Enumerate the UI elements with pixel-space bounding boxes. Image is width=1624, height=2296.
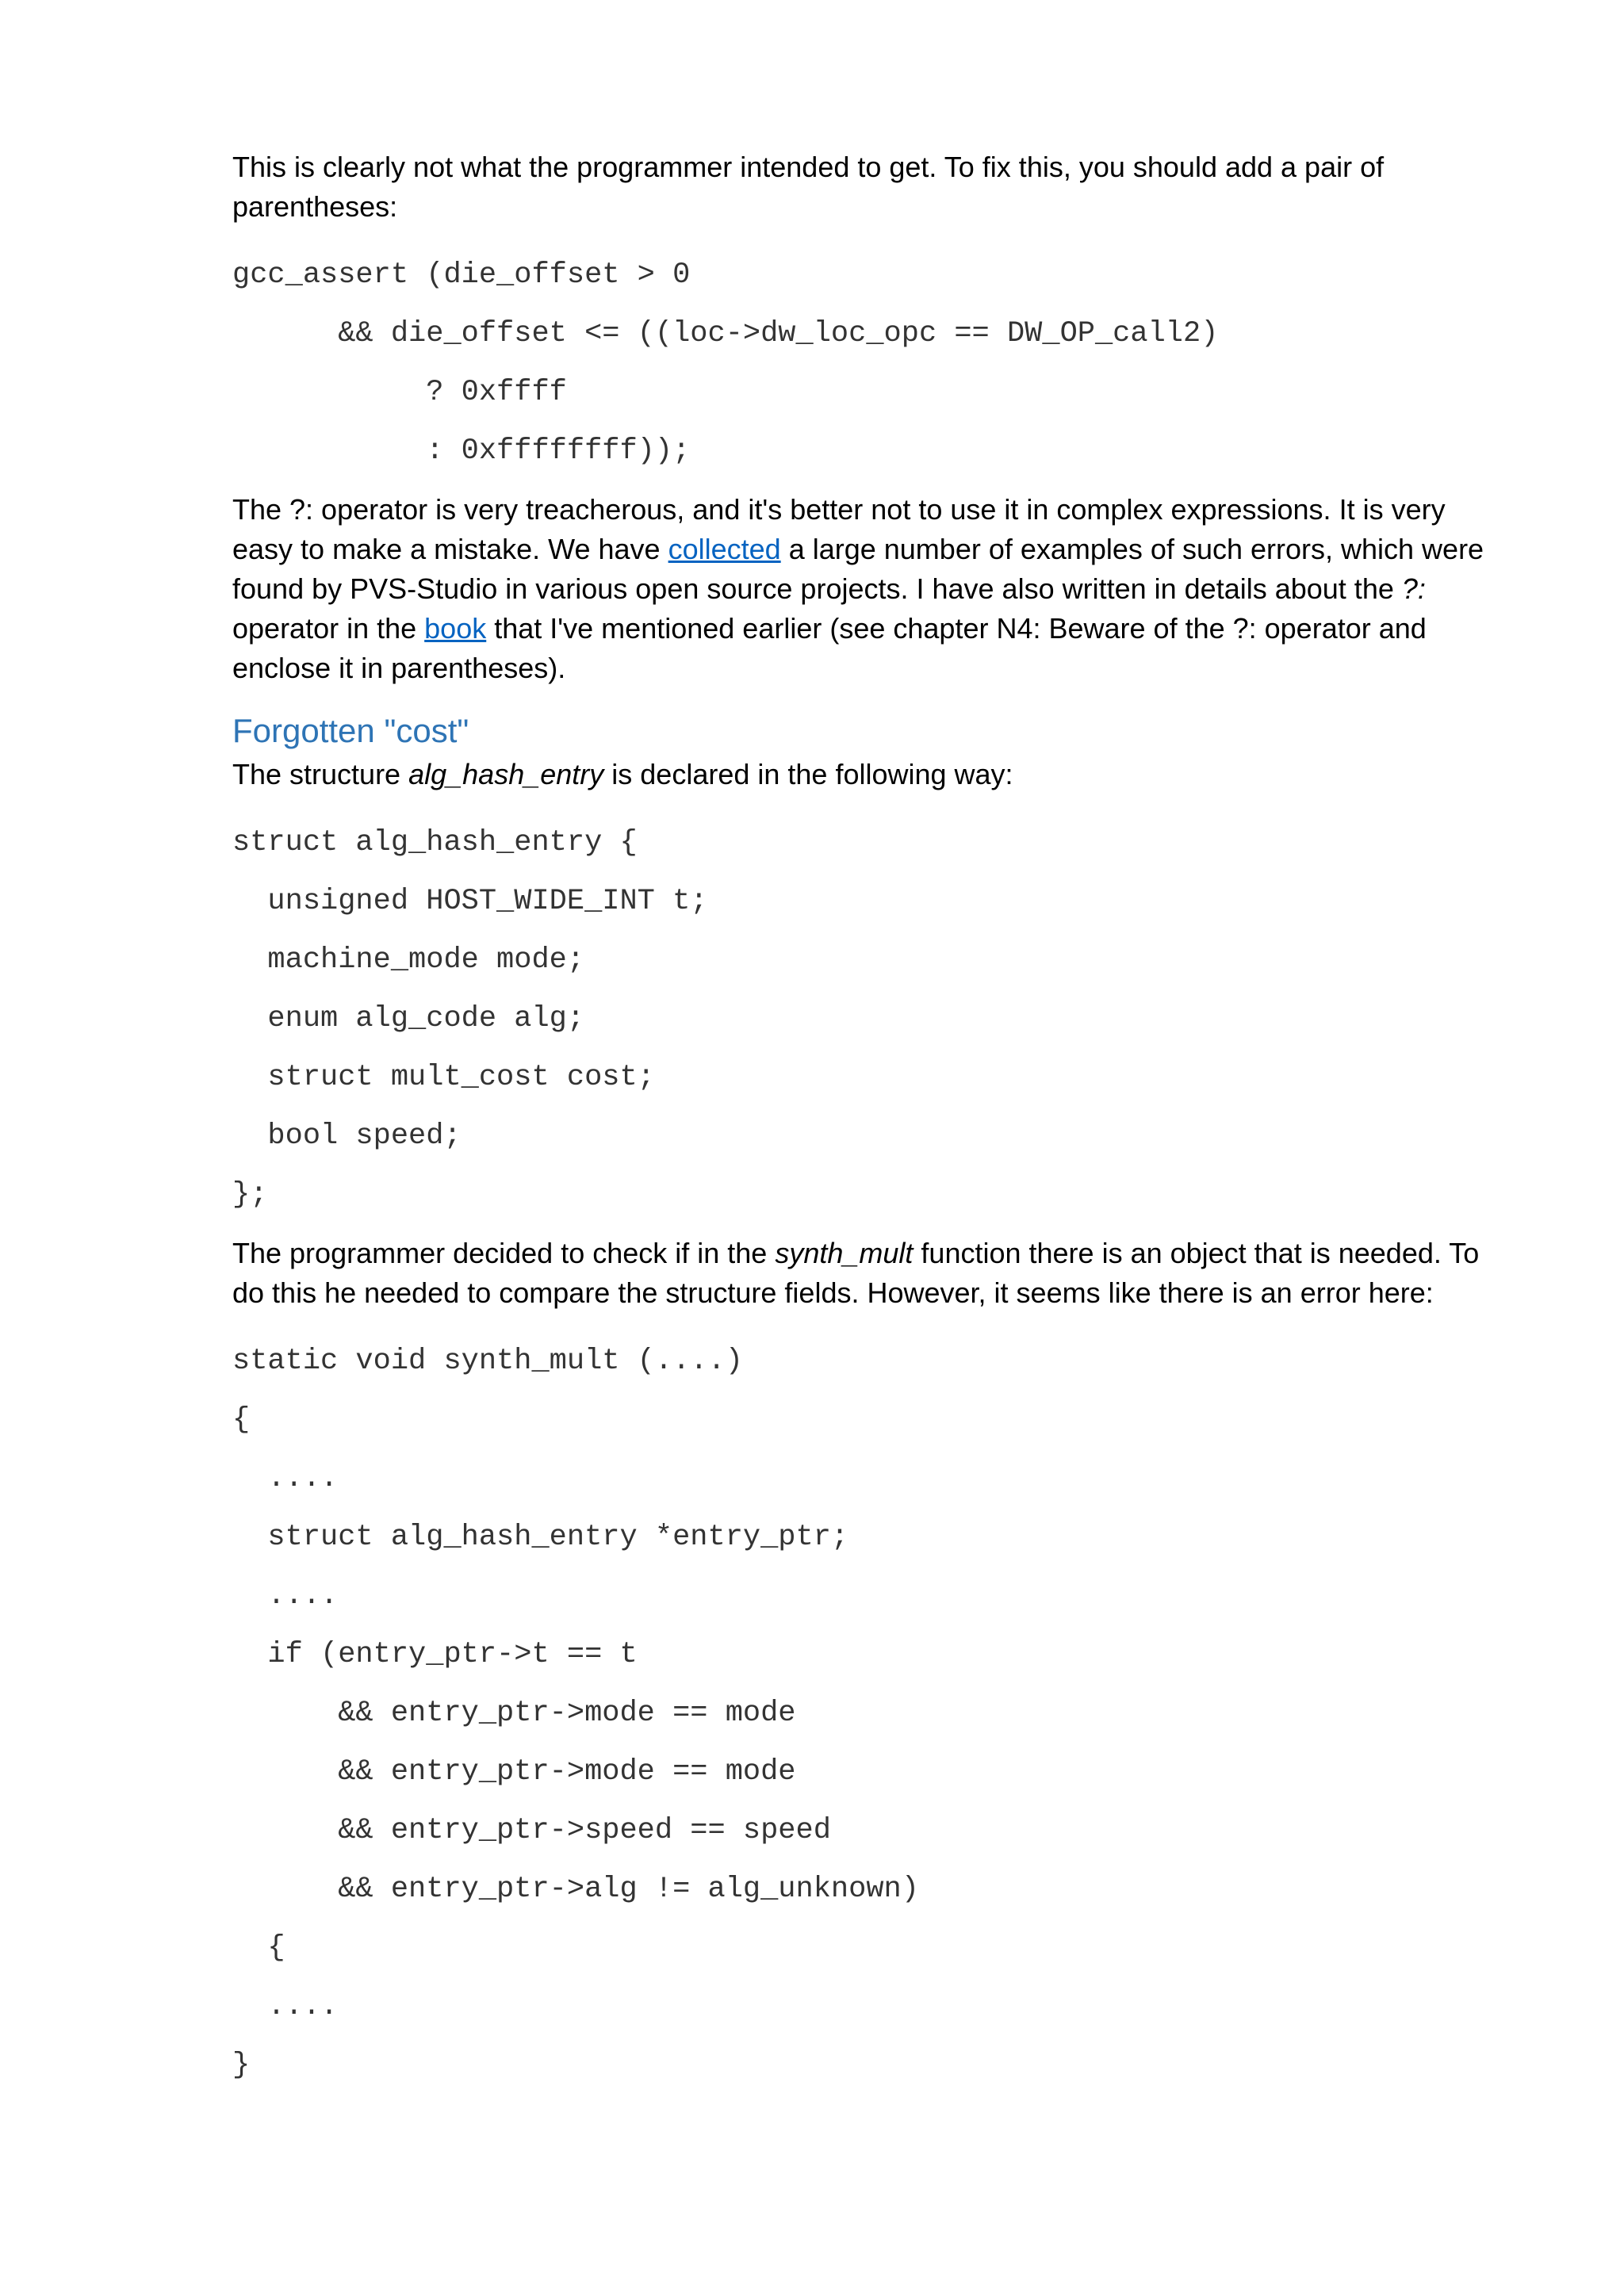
- code-line: };: [232, 1178, 268, 1211]
- code-line: bool speed;: [232, 1119, 462, 1153]
- paragraph-text: is declared in the following way:: [603, 758, 1013, 790]
- code-line: && entry_ptr->speed == speed: [232, 1814, 831, 1847]
- code-line: {: [232, 1403, 251, 1437]
- paragraph-text: The structure: [232, 758, 409, 790]
- code-line: struct alg_hash_entry {: [232, 826, 638, 859]
- paragraph-text: a large number of examples of such errors, which were found by PVS-Studio in various open source projects. I have also written in details about the: [232, 533, 1484, 605]
- function-name-italic: synth_mult: [775, 1237, 914, 1269]
- code-line: && entry_ptr->mode == mode: [232, 1755, 796, 1789]
- code-line: struct mult_cost cost;: [232, 1061, 655, 1094]
- paragraph-text: function there is an object that is needed. To do this he needed to compare the structure fields. However, it seems like there is an error here:: [232, 1237, 1480, 1309]
- code-line: }: [232, 2049, 251, 2082]
- code-line: && entry_ptr->alg != alg_unknown): [232, 1873, 919, 1906]
- code-line: && entry_ptr->mode == mode: [232, 1697, 796, 1730]
- code-line: machine_mode mode;: [232, 943, 585, 977]
- code-block-struct: [232, 813, 1509, 1224]
- paragraph-text: operator in the: [232, 612, 425, 645]
- document-page: [232, 147, 1509, 2104]
- code-block-gcc-assert: [232, 246, 1509, 480]
- operator-italic: ?:: [1401, 572, 1426, 605]
- code-line: ....: [232, 1462, 339, 1495]
- code-line: {: [232, 1931, 285, 1965]
- code-line: unsigned HOST_WIDE_INT t;: [232, 885, 708, 918]
- code-line: struct alg_hash_entry *entry_ptr;: [232, 1521, 849, 1554]
- paragraph-text: This is clearly not what the programmer intended to get. To fix this, you should add a pair of parentheses:: [232, 151, 1385, 223]
- book-link[interactable]: book: [424, 612, 487, 645]
- paragraph-text: The ?: operator is very treacherous, and it's better not to use it in complex expressions. It is very easy to make a mistake. We have: [232, 493, 1446, 565]
- paragraph-ternary-warning: [232, 490, 1509, 688]
- paragraph-struct-intro: [232, 755, 1509, 794]
- code-block-synth-mult: [232, 1332, 1509, 2095]
- paragraph-synth-mult: [232, 1234, 1509, 1313]
- section-heading: Forgotten "cost": [232, 712, 469, 749]
- code-line: : 0xffffffff));: [232, 434, 691, 468]
- code-line: if (entry_ptr->t == t: [232, 1638, 638, 1671]
- code-line: static void synth_mult (....): [232, 1345, 743, 1378]
- code-line: ? 0xffff: [232, 376, 567, 409]
- struct-name-italic: alg_hash_entry: [408, 758, 604, 790]
- paragraph-text: that I've mentioned earlier (see chapter N4: Beware of the ?: operator and enclose it in parentheses).: [232, 612, 1427, 684]
- code-line: && die_offset <= ((loc->dw_loc_opc == DW_OP_call2): [232, 317, 1219, 350]
- collected-link[interactable]: collected: [668, 533, 781, 565]
- code-line: gcc_assert (die_offset > 0: [232, 258, 691, 292]
- paragraph-text: The programmer decided to check if in the: [232, 1237, 776, 1269]
- code-line: enum alg_code alg;: [232, 1002, 585, 1035]
- code-line: ....: [232, 1579, 339, 1613]
- code-line: ....: [232, 1990, 339, 2023]
- paragraph-fix-intro: [232, 147, 1509, 227]
